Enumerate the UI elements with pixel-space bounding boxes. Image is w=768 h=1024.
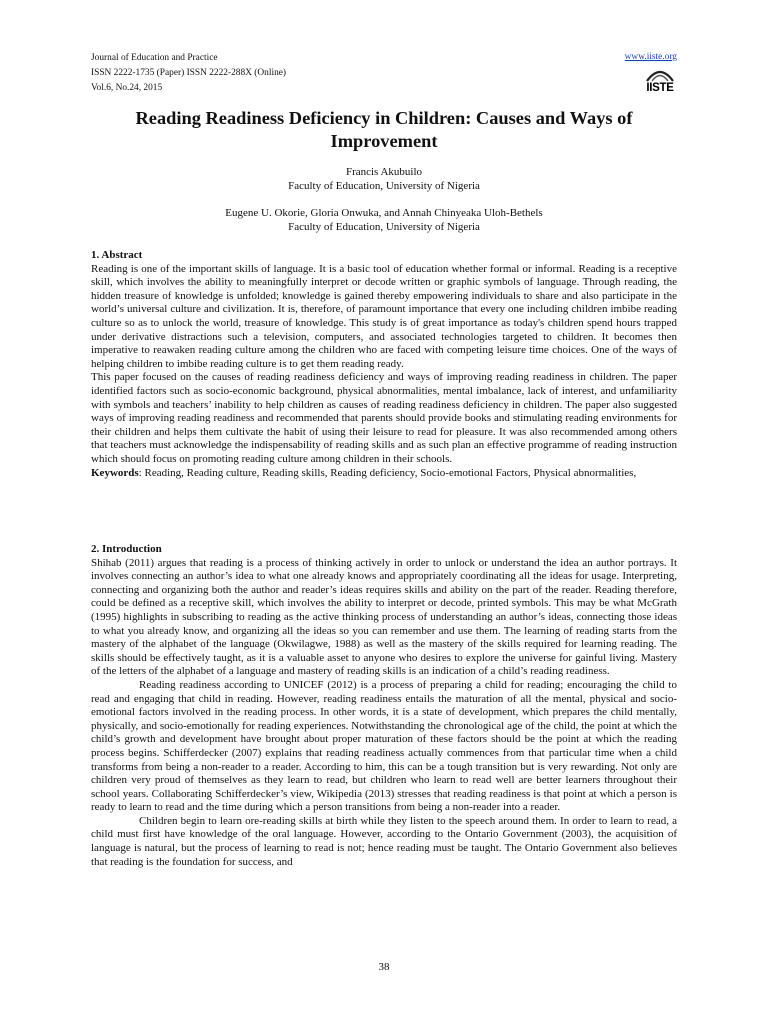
page-number: 38 [378,961,390,973]
abstract-paragraph-1: Reading is one of the important skills of language. It is a basic tool of education whether formal or informal. Reading is a receptive skill, which involves the ability to meaningfully interpret or decode written or graphic symbols of language. Through reading, the hidden treasure of knowledge is unfolded; knowledge is gained thereby empowering individuals to share and also participate in the world’s universal culture and civilization. It is, therefore, of paramount importance that every one including children imbibe reading culture so as to unlock the world, treasure of knowledge. This study is of great importance as today's children spend hours trapped under derivative distractions such a television, computers, and associated technologies targeted to children. It becomes then imperative to reawaken reading culture among the children who are faced with competing leisure time choices. One of the ways of helping children to imbibe reading culture is to get them reading ready. [91,262,677,370]
abstract-heading: 1. Abstract [91,249,143,261]
author-names: Eugene U. Okorie, Gloria Onwuka, and Annah Chinyeaka Uloh-Bethels [225,207,543,219]
iiste-logo [643,66,677,94]
paper-title: Reading Readiness Deficiency in Children: Causes and Ways of Improvement [135,108,633,151]
keywords-text: : Reading, Reading culture, Reading skills, Reading deficiency, Socio-emotional Factors, Physical abnormalities, [138,466,637,479]
author-names: Francis Akubuilo [345,166,423,178]
keywords-line [91,467,677,481]
introduction-section [91,543,677,869]
introduction-heading: 2. Introduction [91,543,162,555]
journal-header-right [625,51,677,99]
logo-arc-icon [643,66,677,82]
intro-paragraph-3: Children begin to learn ore-reading skills at birth while they listen to the speech around them. In order to learn to read, a child must first have knowledge of the oral language. However, according to the Ontario Government (2003), the acquisition of language is natural, but the process of learning to read is not; hence reading must be taught. The Ontario Government also believes that reading is the foundation for success, and [91,814,677,868]
abstract-paragraph-2: This paper focused on the causes of reading readiness deficiency and ways of improving reading readiness in children. The paper identified factors such as socio-economic background, physical abnormalities, mental imbalance, lack of interest, and unfamiliarity with symbols and teachers’ inability to help children as causes of reading readiness deficiency in children. The paper also suggested ways of improving reading readiness and recommended that parents should provide books and stimulating reading environments for their children and helps them cultivate the habit of using their leisure to read for pleasure. It was also recommended among others that teachers must acknowledge the indispensability of reading skills and as such plan an effective programme of reading instruction which should focus on promoting reading culture among children in their schools. [91,371,677,465]
journal-header [91,51,286,96]
logo-text: IISTE [646,82,674,94]
author-block-1 [91,166,677,193]
abstract-section [91,249,677,480]
author-affiliation: Faculty of Education, University of Nigeria [288,179,480,192]
journal-issn: ISSN 2222-1735 (Paper) ISSN 2222-288X (Online) [91,68,287,78]
journal-name: Journal of Education and Practice [91,53,218,63]
keywords-label: Keywords [91,466,139,479]
intro-paragraph-2: Reading readiness according to UNICEF (2012) is a process of preparing a child for reading; encouraging the child to read and engaging that child in reading. However, reading readiness entails the maturation of all the mental, physical and socio-emotional factors involved in the reading process. In other words, it is a state of development, which prepares the child mentally, physically, and socio-emotionally for reading experiences. Notwithstanding the chronological age of the child, the point at which the child’s growth and development have brought about proper maturation of these factors should be the point at which the reading process begins. Schifferdecker (2007) explains that reading readiness actually commences from that particular time when a child transforms from being a non-reader to a reader. According to him, this can be a tough transition but is very rewarding. Not only are children very proud of themselves as they learn to read, but children who learn to read well are better learners throughout their school years. Collaborating Schifferdecker’s view, Wikipedia (2013) stresses that reading readiness is that point at which a person is ready to learn to read and the time during which a person transitions from being a non-reader into a reader. [91,678,677,814]
intro-paragraph-1: Shihab (2011) argues that reading is a process of thinking actively in order to unlock or understand the idea an author portrays. It involves connecting an author’s idea to what one already knows and appropriately coordinating all the ideas for usage. Interpreting, connecting and organizing both the author and reader’s ideas requires skills and ability on the part of the reader. Reading therefore, could be defined as a receptive skill, which involves the ability to interpret or decode, printed symbols. This may be what McGrath (1995) highlights in subscribing to reading as the active thinking process of understanding an author’s ideas, connecting those ideas to what you already know, and organizing all the ideas so you can remember and use them. The learning of reading starts from the mastery of the alphabet of the language (Okwilagwe, 1988) as well as the mastery of the skills required for learning reading. The skills should be effectively taught, as it is a valuable asset to anyone who desires to explore the universe for gainful living. Mastery of the letters of the alphabet of a language and mastery of reading skills is an indication of a child’s reading readiness. [91,556,677,678]
journal-volume: Vol.6, No.24, 2015 [91,83,163,93]
journal-website-link[interactable]: www.iiste.org [624,52,677,62]
author-affiliation: Faculty of Education, University of Nigeria [288,220,480,233]
author-block-2 [91,207,677,234]
